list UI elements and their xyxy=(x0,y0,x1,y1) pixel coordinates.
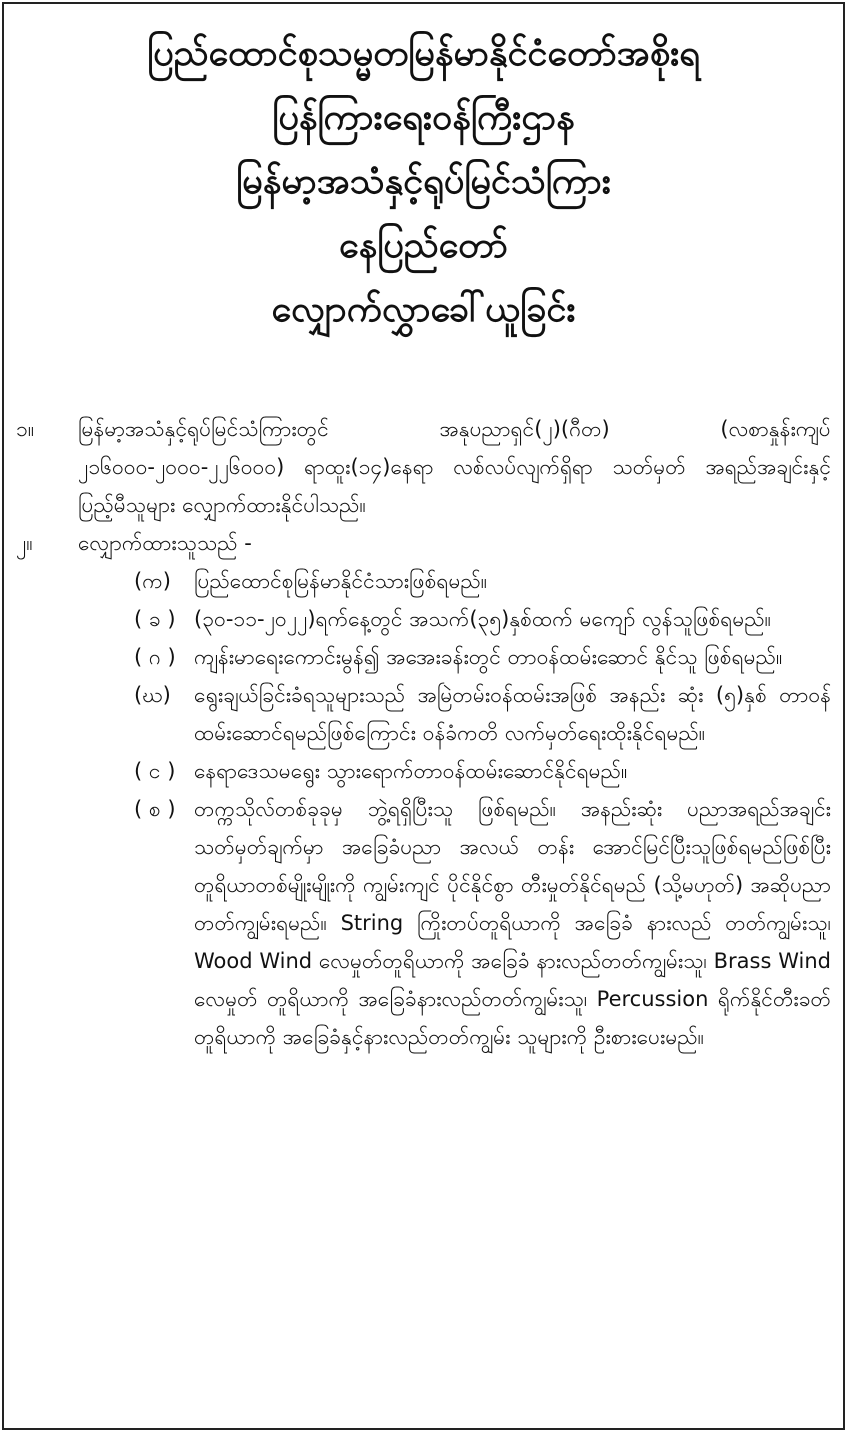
requirement-item xyxy=(16,790,831,1056)
notice-title: လျှောက်လွှာခေါ်ယူခြင်း xyxy=(271,289,576,330)
paragraph-2 xyxy=(16,524,831,562)
item-marker: ( င ) xyxy=(134,759,176,783)
ministry-title: ပြန်ကြားရေးဝန်ကြီးဌာန xyxy=(272,97,575,138)
item-marker: ( ဂ ) xyxy=(134,645,176,669)
notice-header xyxy=(0,22,847,342)
requirement-item xyxy=(16,638,831,676)
paragraph-text: မြန်မာ့အသံနှင့်ရုပ်မြင်သံကြားတွင် အနုပညာရှင်(၂)(ဂီတ) (လစာနှုန်းကျပ် ၂၁၆၀၀၀-၂၀၀၀-၂၂၆၀၀၀) ရာထူး(၁၄)နေရာ လစ်လပ်လျက်ရှိရာ သတ်မှတ် အရည်အချင်းနှင့် ပြည့်မီသူများ လျှောက်ထားနိုင်ပါသည်။ xyxy=(78,417,831,517)
item-text: ရွေးချယ်ခြင်းခံရသူများသည် အမြဲတမ်းဝန်ထမ်းအဖြစ် အနည်း ဆုံး (၅)နှစ် တာဝန်ထမ်းဆောင်ရမည်ဖြစ်ကြောင်း ဝန်ခံကတိ လက်မှတ်ရေးထိုးနိုင်ရမည်။ xyxy=(194,683,831,745)
item-marker: (က) xyxy=(134,569,171,593)
requirement-item xyxy=(16,676,831,752)
item-marker: (ဃ) xyxy=(134,683,171,707)
requirement-item xyxy=(16,600,831,638)
paragraph-1 xyxy=(16,410,831,524)
requirement-item xyxy=(16,752,831,790)
item-text: တက္ကသိုလ်တစ်ခုခုမှ ဘွဲ့ရရှိပြီးသူ ဖြစ်ရမည်။ အနည်းဆုံး ပညာအရည်အချင်းသတ်မှတ်ချက်မှာ အခြေခံပညာ အလယ် တန်း အောင်မြင်ပြီးသူဖြစ်ရမည်ဖြစ်ပြီး တူရိယာတစ်မျိုးမျိုးကို ကျွမ်းကျင် ပိုင်နိုင်စွာ တီးမှုတ်နိုင်ရမည် (သို့မဟုတ်) အဆိုပညာ တတ်ကျွမ်းရမည်။ String ကြိုးတပ်တူရိယာကို အခြေခံ နားလည် တတ်ကျွမ်းသူ၊ Wood Wind လေမှုတ်တူရိယာကို အခြေခံ နားလည်တတ်ကျွမ်းသူ၊ Brass Wind လေမှုတ် တူရိယာကို အခြေခံနားလည်တတ်ကျွမ်းသူ၊ Percussion ရိုက်နိုင်တီးခတ်တူရိယာကို အခြေခံနှင့်နားလည်တတ်ကျွမ်း သူများကို ဦးစားပေးမည်။ xyxy=(194,797,831,1049)
department-title: မြန်မာ့အသံနှင့်ရုပ်မြင်သံကြား xyxy=(236,161,611,202)
requirement-item xyxy=(16,562,831,600)
item-text: ပြည်ထောင်စုမြန်မာနိုင်ငံသားဖြစ်ရမည်။ xyxy=(194,569,488,593)
notice-body xyxy=(16,410,831,1056)
item-marker: ( ခ ) xyxy=(134,607,176,631)
paragraph-text: လျှောက်ထားသူသည် - xyxy=(78,531,252,555)
location-title: နေပြည်တော် xyxy=(339,225,508,266)
item-text: (၃၀-၁၁-၂၀၂၂)ရက်နေ့တွင် အသက်(၃၅)နှစ်ထက် မကျော် လွန်သူဖြစ်ရမည်။ xyxy=(194,607,772,631)
paragraph-number: ၁။ xyxy=(16,417,35,441)
paragraph-number: ၂။ xyxy=(16,531,33,555)
item-marker: ( စ ) xyxy=(134,797,176,821)
item-text: ကျန်းမာရေးကောင်းမွန်၍ အအေးခန်းတွင် တာဝန်ထမ်းဆောင် နိုင်သူ ဖြစ်ရမည်။ xyxy=(194,645,783,669)
item-text: နေရာဒေသမရွေး သွားရောက်တာဝန်ထမ်းဆောင်နိုင်ရမည်။ xyxy=(194,759,628,783)
government-title: ပြည်ထောင်စုသမ္မတမြန်မာနိုင်ငံတော်အစိုးရ xyxy=(147,33,700,74)
